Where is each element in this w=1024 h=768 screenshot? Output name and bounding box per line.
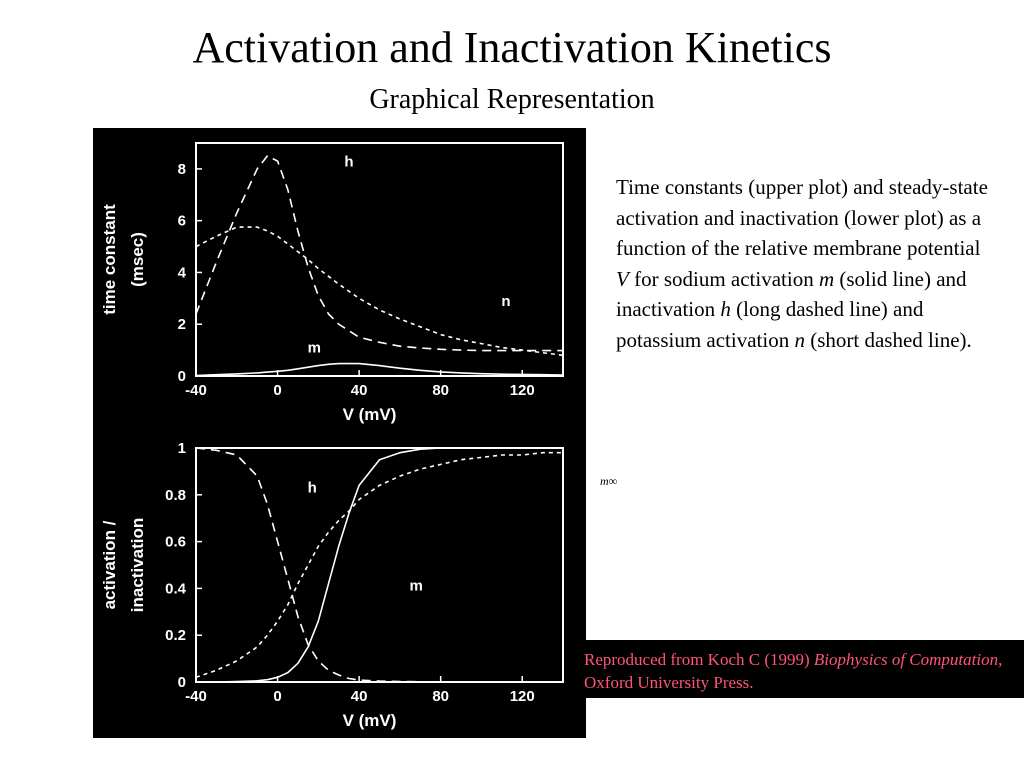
y-tick-label: 0.8 [165, 486, 186, 504]
series-h-curve [196, 156, 563, 351]
figure-description [616, 172, 996, 355]
y-tick-label: 0 [177, 674, 186, 691]
y-tick-label: 0 [177, 368, 186, 385]
y-tick-label: 0.2 [165, 627, 186, 645]
x-tick-label: 40 [350, 688, 368, 705]
series-h-curve [196, 448, 563, 682]
m-infinity-label: m∞ [600, 474, 618, 488]
credit-box [578, 640, 1024, 698]
credit-prefix: Reproduced from Koch C (1999) [584, 650, 814, 669]
y-axis-label: (msec) [128, 232, 147, 287]
desc-part-italic: m [818, 266, 835, 291]
series-n-label: n [501, 293, 511, 311]
y-tick-label: 4 [177, 264, 186, 282]
x-tick-label: 0 [273, 688, 282, 705]
x-tick-label: 120 [509, 688, 535, 705]
y-tick-label: 0.6 [165, 533, 186, 551]
x-axis-label: V (mV) [342, 405, 397, 424]
kinetics-figure [93, 128, 641, 738]
x-tick-label: 0 [273, 382, 282, 399]
desc-part-italic: h [720, 297, 731, 321]
series-m-label: m [307, 339, 321, 357]
x-tick-label: 40 [350, 382, 368, 399]
x-tick-label: 120 [509, 382, 535, 399]
series-h-label: h [307, 479, 317, 497]
desc-part: (solid line) and inactivation [616, 266, 967, 321]
desc-part: (long dashed line) and potassium activation [616, 297, 924, 352]
y-tick-label: 0.4 [165, 580, 186, 598]
desc-part: for sodium activation [628, 266, 819, 291]
kinetics-plots [93, 128, 641, 738]
y-tick-label: 6 [177, 212, 186, 230]
desc-part-italic: n [794, 327, 805, 352]
series-m-label: m [409, 577, 423, 595]
desc-part: (short dashed line). [804, 327, 972, 352]
x-tick-label: -40 [185, 382, 207, 399]
series-h-label: h [344, 153, 354, 171]
plot-frame-1 [196, 143, 563, 376]
series-m-curve [196, 364, 563, 376]
y-tick-label: 8 [177, 160, 186, 178]
x-tick-label: 80 [432, 688, 450, 705]
y-tick-label: 2 [177, 316, 186, 334]
slide-title: Activation and Inactivation Kinetics [192, 23, 832, 72]
desc-part-italic: V [616, 266, 629, 291]
x-axis-label: V (mV) [342, 711, 397, 730]
series-n-curve [196, 453, 563, 678]
y-axis-label: activation / [100, 520, 119, 610]
credit-book: Biophysics of Computation [813, 650, 999, 669]
x-tick-label: 80 [432, 382, 450, 399]
series-n-curve [196, 227, 563, 355]
series-m-curve [196, 448, 563, 682]
desc-part: Time constants (upper plot) and steady-state activation and inactivation (lower plot) as a function of the relative membrane potential [616, 175, 988, 260]
slide-subtitle: Graphical Representation [369, 84, 655, 115]
credit-suffix: , Oxford University Press. [584, 650, 1003, 692]
y-axis-label: inactivation [128, 517, 147, 613]
x-tick-label: -40 [185, 688, 207, 705]
y-tick-label: 1 [177, 440, 186, 457]
y-axis-label: time constant [100, 204, 119, 315]
plot-frame-2 [196, 448, 563, 682]
series-n-label: n [631, 472, 641, 490]
